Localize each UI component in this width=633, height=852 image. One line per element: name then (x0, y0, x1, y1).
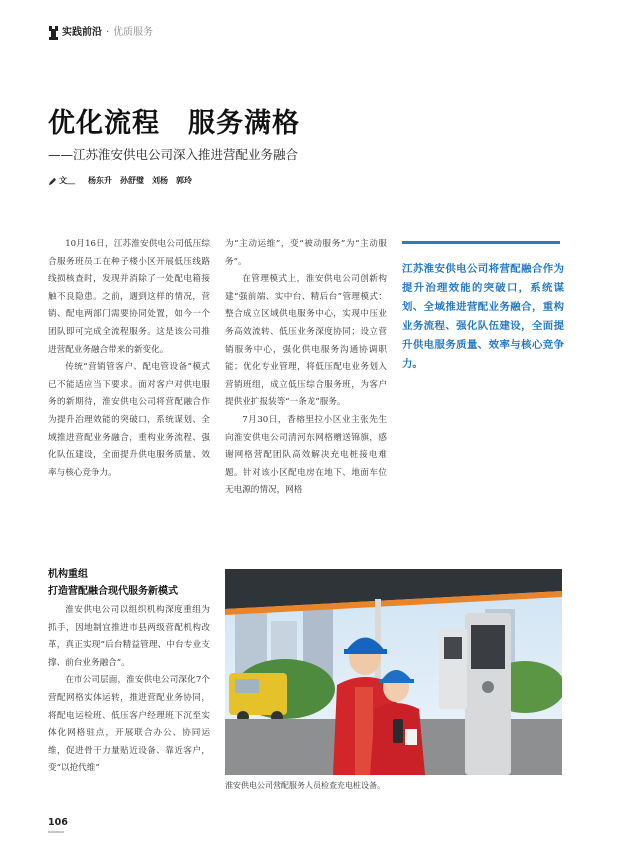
section-label: 实践前沿 (62, 27, 102, 38)
article-photo (225, 569, 562, 775)
section-sub-label: 优质服务 (113, 27, 153, 38)
page-number: 106 (48, 817, 68, 828)
paragraph: 淮安供电公司以组织机构深度重组为抓手，因地制宜推进市县两级营配机构改革，真正实现“后台精益管理、中台专业支撑、前台业务融合”。 (48, 605, 210, 668)
byline-label: 文＿ (59, 176, 75, 185)
article-subtitle: ——江苏淮安供电公司深入推进营配业务融合 (48, 147, 299, 162)
paragraph: 为“主动运维”，变“被动服务”为“主动服务”。 (225, 239, 387, 267)
section-subheading: 打造营配融合现代服务新模式 (48, 586, 178, 597)
pull-quote: 江苏淮安供电公司将营配融合作为提升治理效能的突破口，系统谋划、全域推进营配业务融合，重构业务流程、强化队伍建设，全面提升供电服务质量、效率与核心竞争力。 (402, 263, 564, 370)
pull-quote-rule (402, 241, 560, 244)
chess-piece-icon (48, 26, 60, 40)
section-separator: · (106, 27, 110, 38)
paragraph: 在管理模式上，淮安供电公司创新构建“强前端、实中台、精后台”管理模式：整合成立区域供电服务中心，实现中压业务高效流转、低压业务深度协同；设立营销服务中心，强化供电服务沟通协调职能；优化专业管理，将低压配电业务划入营销班组，成立低压综合服务班，为客户提供业扩报装等“一条龙”服务。 (225, 274, 387, 408)
body-column-1 (48, 236, 210, 482)
paragraph: 7月30日，香榕里拉小区业主张先生向淮安供电公司清河东网格赠送锦旗，感谢网格营配团队高效解决充电桩接电难题。针对该小区配电房在地下、地面车位无电源的情况，网格 (225, 414, 387, 496)
paragraph: 在市公司层面，淮安供电公司深化7个营配网格实体运转，推进营配业务协同，将配电运检班、低压客户经理班下沉至实体化网格驻点，开展联合办公、协同运维，促进骨干力量贴近设备、靠近客户，变“以抢代维” (48, 675, 210, 774)
pen-icon (48, 177, 57, 186)
section-heading: 机构重组 (48, 569, 88, 580)
article-title: 优化流程 服务满格 (48, 108, 300, 139)
body-column-3 (48, 602, 210, 778)
footer-rule (48, 831, 64, 833)
paragraph: 传统“营销管客户、配电管设备”模式已不能适应当下要求。面对客户对供电服务的新期待，淮安供电公司将营配融合作为提升治理效能的突破口，系统谋划、全域推进营配业务融合，重构业务流程、强化队伍建设，全面提升供电服务质量、效率与核心竞争力。 (48, 362, 210, 478)
paragraph: 10月16日，江苏淮安供电公司低压综合服务班员工在种子楼小区开展低压线路线损核查时，发现并消除了一处配电箱接触不良隐患。之前，遇到这样的情况，营销、配电两部门需要协同处置，如今一个团队即可完成全流程服务。这是该公司推进营配业务融合带来的新变化。 (48, 239, 210, 355)
byline-authors: 杨东升 孙舒璧 刘杨 郭玲 (88, 176, 192, 185)
photo-caption: 淮安供电公司营配服务人员检查充电桩设备。 (225, 781, 385, 790)
body-column-2 (225, 236, 387, 500)
